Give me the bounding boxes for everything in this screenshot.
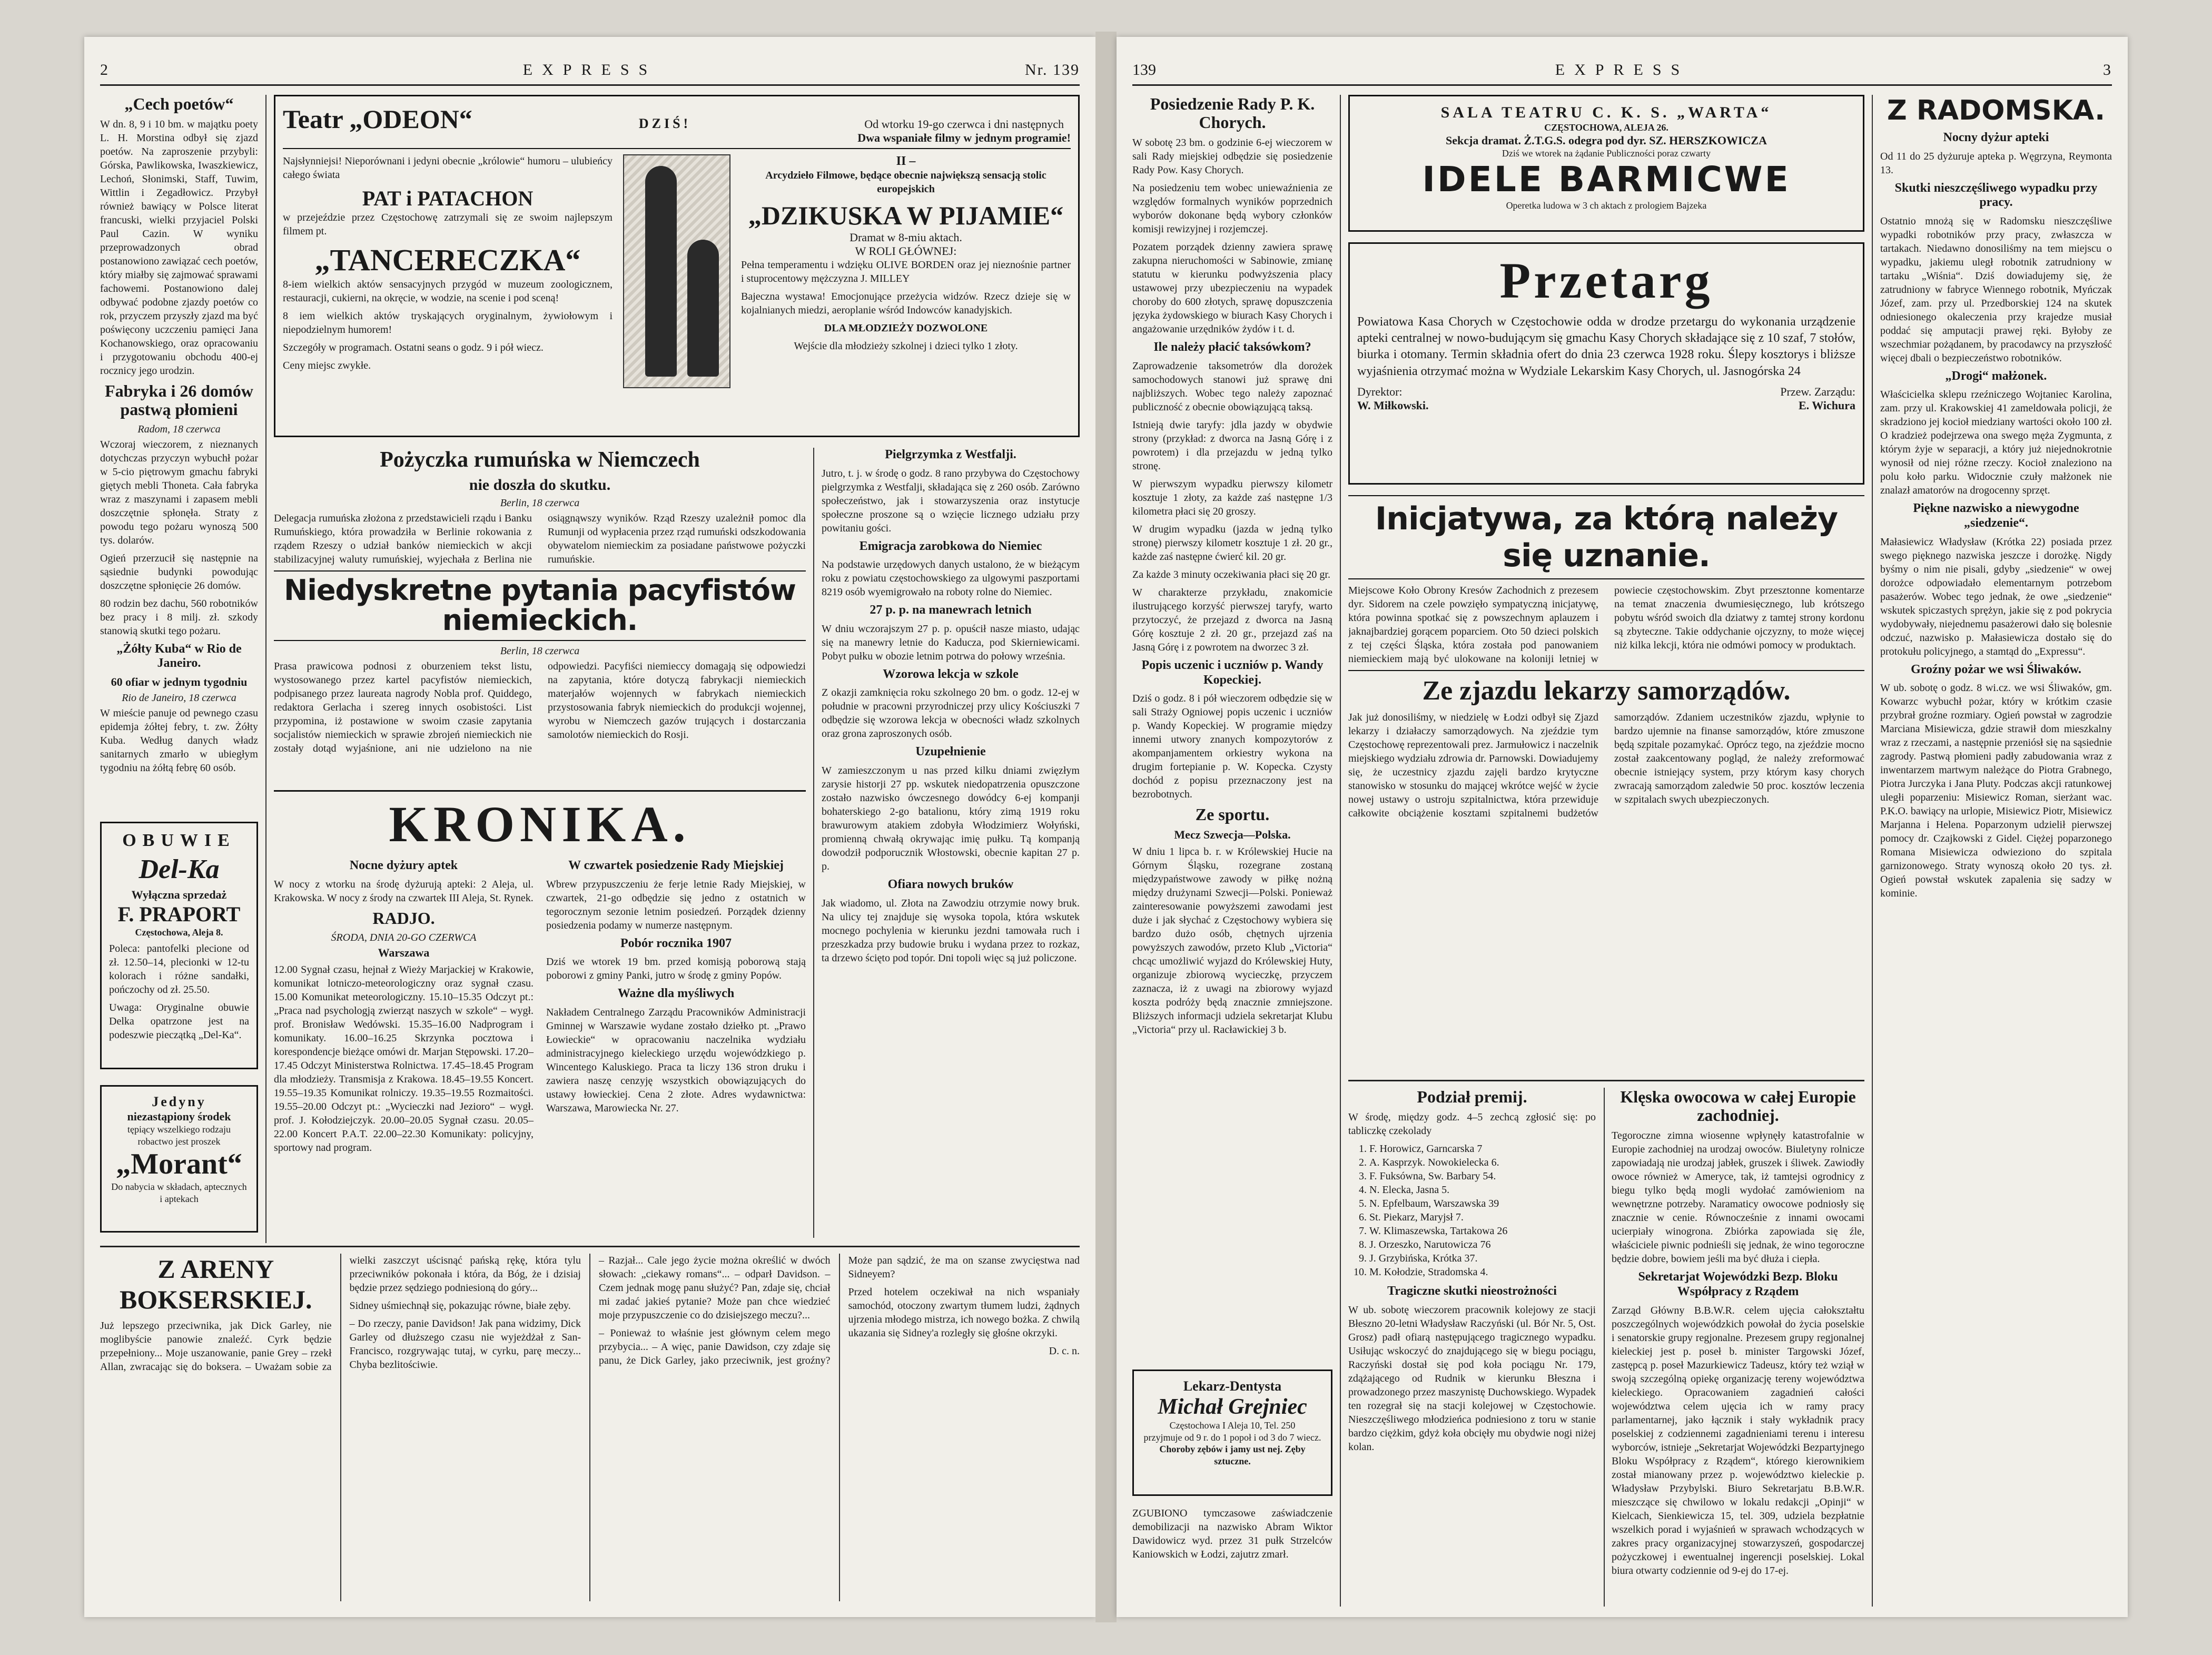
- odeon-notice1: Szczegóły w programach. Ostatni seans o godz. 9 i pół wiecz.: [283, 342, 544, 353]
- taksowki-title: Ile należy płacić taksówkom?: [1153, 340, 1311, 354]
- fabryka-dateline: Radom, 18 czerwca: [137, 423, 221, 435]
- mysliwi-text: Nakładem Centralnego Zarządu Pracowników Administracji Gminnej w Warszawie wydane zostało dziełko pt. „Prawo Łowieckie“ w opracowaniu naczelnika wydziału administracyjnego kieleckiego urzędu wojewódzkiego p. Wincentego Kaluskiego. Praca ta liczy 136 stron druku i zawiera naszę cenzyję wszystkich obowiązujących do ustawy łowieckiej. Cena 2 złote. Adres wydawnictwa: Warszawa, Marowiecka Nr. 27.: [546, 1006, 806, 1114]
- przetarg-right-role: Przew. Zarządu:: [1780, 385, 1855, 398]
- manewry-text: W dniu wczorajszym 27 p. p. opuścił nasze miasto, udając się na manewry letnie do Kaducza, pod Skierniewicami. Pobyt pułku w obozie letnim potrwa do połowy września.: [822, 623, 1080, 662]
- odeon-text3: 8-iem wielkich aktów sensacyjnych przygód w muzeum zoologicznem, restauracji, cukierni, na okręcie, w wodzie, na scenie i pod sceną!: [283, 279, 613, 304]
- obuwie-line1: Wyłączna sprzedaż: [131, 888, 227, 901]
- fabryka-text-1: Wczoraj wieczorem, z nieznanych dotychczas przyczyn wybuchł pożar w 5-cio piętrowym gmachu fabryki giętych mebli Thoneta. Cała fabryka wraz z maszynami i zapasem mebli doszczętnie spłonęła. Straty z powodu tego pożaru wynoszą 500 tys. dolarów.: [100, 438, 258, 546]
- odeon-dzis: DZIŚ!: [638, 116, 692, 131]
- premie-item: 6. St. Piekarz, Maryjsł 7.: [1369, 1210, 1596, 1224]
- page-number-right: 3: [2103, 61, 2112, 78]
- premie-item: 3. F. Fuksówna, Sw. Barbary 54.: [1369, 1169, 1596, 1183]
- kleska-title: Klęska owocowa w całej Europie zachodniej.: [1620, 1088, 1856, 1125]
- odeon-film1: „TANCERECZKA“: [314, 243, 581, 277]
- premie-intro: W środę, między godz. 4–5 zechcą zgłosić się: po tabliczkę czekolady: [1348, 1111, 1596, 1137]
- radomsko-column: [1880, 95, 2112, 1607]
- boks-title: Z ARENY BOKSERSKIEJ.: [120, 1254, 312, 1314]
- morant-ad: [100, 1085, 258, 1233]
- skutki-text: Ostatnio mnożą się w Radomsku nieszczęśliwe wypadki robotników przy pracy, zwłaszcza w tartakach. Niedawno donosiliśmy na tem miejscu o wypadku, jakiemu uległ robotnik zatrudniony w tartaku „Wiśnia“. Dziś dowiadujemy się, że zatrudniony w fabryce Wiennego robotnik, Myńczak Józef, zam. przy ul. Przedborskiej 124 na skutek odniesionego okaleczenia przy krajedze musiał poddać się amputacji prawej ręki. Byłoby ze wszechmiar pożądanem, by pracodawcy na przyszłość więcej dbali o bezpieczeństwo robotników.: [1880, 215, 2112, 364]
- odeon-text7: Bajeczna wystawa! Emocjonujące przeżycia widzów. Rzecz dzieje się w kojalnianych miedzi, aeroplanie wśród Indowców kanadyjskich.: [741, 291, 1071, 316]
- sekretarjat-text: Zarząd Główny B.B.W.R. celem ujęcia całokształtu poszczególnych wojewódzkich powołał do życia poselskie i senatorskie grupy regjonalne. Prezesem grupy regjonalnej kieleckiej jest p. poseł b. minister Targowski Józef, zastępcą p. poseł Mazurkiewicz Tadeusz, który też wziął w swoją szczególną opiekę organizację tereny województwa kieleckiego. Opracowaniem zagadnień całości województwa celem ujęcia ich w ramy pracy parlamentarnej, jako łącznik i stały wykładnik pracy poselskiej z codziennemi zagadnieniami terenu i interesu wyborców, istnieje „Sekretarjat Wojewódzki Bezpartyjnego Bloku Współpracy z Rządem“, którego kierownikiem został mianowany przez p. województwo kieleckie p. Władysław Przybylski. Biuro Sekretarjatu B.B.W.R. mieszczące się chwilowo w lokalu redakcji „Opinji“ w Kielcach, Sienkiewicza 15, tel. 309, udziela bezpłatnie wszelkich porad i wyjaśnień w sprawach wchodzących w zakres pracy organizacyjnej stowarzyszeń, gospodarczej pożyczkowej i ewentualnej ingerencji poselskiej. Lokal biura otwarty codziennie od 9-ej do 17-ej.: [1612, 1304, 1864, 1577]
- odeon-name: Teatr „ODEON“: [283, 104, 472, 134]
- bruki-title: Ofiara nowych bruków: [887, 877, 1014, 891]
- piekne-text: Małasiewicz Władysław (Krótka 22) posiada przez swego pięknego nazwiska jeszcze i dorożkę. Nigdy byśmy o nim nie pisali, gdyby „siedzenie“ w owej dorożce odpowiadało elementarnym potrzebom pasażerów. Wobec tego jednak, że owe „siedzenie“ wskutek spiczastych sprężyn, jakie się z pod pokrycia wydobywały, niejednemu pasażerowi dało się bolesnie odczuć, nazwisko p. Małasiewicza dostało się do protokułu policyjnego, a stamtąd do „Expressu“.: [1880, 536, 2112, 657]
- warta-line2: CZĘSTOCHOWA, ALEJA 26.: [1544, 122, 1668, 133]
- rada-text-2: Na posiedzeniu tem wobec uniewaźnienia ze względów formalnych wyników poprzednich wyborów dokonane będą wybory członków komisji rewizyjnej i rozjemczej.: [1132, 182, 1332, 235]
- issue-number: Nr. 139: [1025, 61, 1080, 78]
- inicjatywa-title: Inicjatywa, za którą należy się uznanie.: [1348, 495, 1864, 579]
- pozyczka-title: Pożyczka rumuńska w Niemczech: [380, 448, 700, 472]
- masthead-right: EXPRESS: [1555, 61, 1690, 78]
- dentysta-ad: [1132, 1370, 1332, 1496]
- odeon-part2: II –: [896, 154, 916, 168]
- zolty-title: „Żółty Kuba“ w Rio de Janeiro.: [116, 642, 242, 671]
- przetarg-text: Powiatowa Kasa Chorych w Częstochowie odda w drodze przetargu do wykonania urządzenie apteki centralnej w nowo-budującym się gmachu Kasy Chorych składające się z 10 szaf, 7 stołów, biurka i otomany. Termin składnia ofert do dnia 23 czerwca 1928 roku. Ślepy kosztorys i bliższe wyjaśnienia otrzymać można w Wydziale Lekarskim Kasy Chorych, ul. Jasnogórska 24: [1357, 315, 1855, 378]
- odeon-program: Dwa wspaniałe filmy w jednym programie!: [857, 131, 1071, 144]
- boks-text-1: Już lepszego przeciwnika, jak Dick Garley, nie moglibyście panowie znaleźć. Cyrk będzie przepełniony... Moje uszanowanie, panie Grey – rzekł Allan, zwracając się do boksera. – Uważam sobie za wielki zaszczyt uścisnąć pańską rękę, która tylu przeciwników pokonała i która, da Bóg, że i dzisiaj będzie przez sędziego podniesioną do góry...: [100, 1255, 581, 1373]
- emigracja-title: Emigracja zarobkowa do Niemiec: [859, 539, 1042, 553]
- niedyskretne-dateline: Berlin, 18 czerwca: [500, 645, 580, 657]
- section-rule: [1348, 1080, 1864, 1081]
- posiedzenie-text: Wbrew przypuszczeniu że ferje letnie Rady Miejskiej, w czwartek, 21-go odbędzie się jedno z ostatnich w tegorocznym sezonie letnim posiedzeń. Porządek dzienny posiedzenia podamy w numerze następnym.: [546, 878, 806, 931]
- left-page: [84, 37, 1095, 1617]
- dyzury-text: W nocy z wtorku na środę dyżurują apteki: 2 Aleja, ul. Krakowska. W nocy z środy na czwartek III Aleja, St. Rynek.: [274, 878, 534, 904]
- cech-title: „Cech poetów“: [124, 95, 234, 113]
- taksowki-text-5: Za każde 3 minuty oczekiwania płaci się 20 gr.: [1132, 568, 1330, 580]
- przetarg-left-name: W. Miłkowski.: [1357, 398, 1429, 412]
- column-rule: [1872, 95, 1873, 1607]
- sport-text: W dniu 1 lipca b. r. w Królewskiej Hucie na Górnym Śląsku, rozegrane zostaną międzypaństwowe zawody w piłkę nożną między drużynami Szwecji—Polski. Ponieważ zainteresowanie powyższemi zawodami jest duże i jak słychać z Częstochowy wybiera się bardzo dużo osób, chętnych ujrzenia powyższych zawodów, przeto Klub „Victoria“ chcąc umożliwić wyjazd do Królewskiej Huty, organizuje zbiorową wycieczkę, przyczem zaznacza, iż z uwagi na zbiorowy wyjazd koszta podróży będą znacznie zmniejszone. Bliższych informacji udziela sekretarjat Klubu „Victoria“ przy ul. Racławickiej 3 b.: [1132, 846, 1332, 1036]
- pozyczka-article: [274, 448, 806, 785]
- fabryka-title: Fabryka i 26 domów pastwą płomieni: [105, 381, 253, 419]
- taksowki-text-4: W drugim wypadku (jazda w jedną tylko stronę) pierwszy kilometr kosztuje 1 zł. 20 gr., każde zaś następne ćwierć kil. 20 gr.: [1132, 523, 1332, 563]
- premie-section: [1348, 1088, 1596, 1609]
- warta-ad: [1348, 95, 1864, 232]
- odeon-notice2: Ceny miejsc zwykłe.: [283, 360, 371, 371]
- boks-feuilleton: [100, 1254, 1080, 1607]
- odeon-notice4: Wejście dla młodzieży szkolnej i dzieci tylko 1 złoty.: [794, 340, 1018, 352]
- dentysta-name: Michał Grejniec: [1158, 1395, 1307, 1419]
- radio-station: Warszawa: [378, 945, 430, 959]
- premie-item: 2. A. Kasprzyk. Nowokielecka 6.: [1369, 1156, 1596, 1169]
- boks-text-5: – Ponieważ to właśnie jest głównym celem mego przybycia... – A więc, panie Dawidson, czy zdaje się panu, że Dick Garley, jako przeciwnik, jest groźny? Może pan sądzić, że ma on szanse zwycięstwa nad Sidneyem?: [599, 1255, 1080, 1366]
- inicjatywa-section: [1348, 495, 1864, 1075]
- niedyskretne-text: Prasa prawicowa podnosi z oburzeniem tekst listu, wystosowanego przez kartel pacyfistów niemieckich, podpisanego przez laureata nagrody Nobla prof. Quiddego, redaktora Gerlacha i szereg innych osobistości. List przypomina, iż postawione w swoim czasie zapytania socjalistów niemieckich w sprawie zbrojeń niemieckich nie zostały dotąd wyjaśnione, ani nie udzielono na nie odpowiedzi. Pacyfiści niemieccy domagają się odpowiedzi na zapytania, które dotyczą fabrykacji niemieckich materjałów wojennych w fabrykach niemieckich przystosowania fabryk niemieckich do produkcji wojennej, wyrobu w Niemczech gazów trujących i dostarczania samolotów niemieckich do Rosji.: [274, 660, 806, 754]
- odeon-illustration: [623, 154, 730, 388]
- obuwie-name: F. PRAPORT: [117, 902, 241, 926]
- niedyskretne-title: Niedyskretne pytania pacyfistów niemieckich.: [274, 570, 806, 641]
- przetarg-left-role: Dyrektor:: [1357, 385, 1403, 398]
- column-1: [100, 95, 258, 938]
- obuwie-brand: Del-Ka: [139, 854, 220, 884]
- odeon-text2: w przejeździe przez Częstochowę zatrzymali się ze swoim najlepszym filmem pt.: [283, 212, 613, 237]
- obuwie-note1: Poleca: pantofelki plecione od zł. 12.50–14, plecionki w 12-tu kolorach i różne sandałki, pończochy od zł. 25.50.: [109, 942, 249, 996]
- column-rule: [265, 95, 266, 1243]
- tragiczne-title: Tragiczne skutki nieostrożności: [1387, 1284, 1557, 1298]
- kronika-section: [274, 790, 806, 1238]
- warta-line4: Dziś we wtorek na żądanie Publiczności poraz czwarty: [1502, 147, 1711, 159]
- pobor-title: Pobór rocznika 1907: [620, 936, 732, 950]
- dentysta-line1: Lekarz-Dentysta: [1183, 1378, 1282, 1394]
- page-number: 2: [100, 61, 108, 78]
- drogi-text: Właścicielka sklepu rzeźniczego Wojtaniec Karolina, zam. przy ul. Krakowskiej 41 zameldowała policji, że skradziono jej kocioł miedziany wartości około 100 zł. O kradzież podejrzewa ona swego męża Zygmunta, z którym żyje w separacji, a który już niejednokrotnie wynosił od niej różne rzeczy. Kocioł znaleziono na polu koło parku. Widocznie czuły małżonek nie znalazł amatorów na drogocenny sprzęt.: [1880, 389, 2112, 497]
- boks-text-2: Sidney uśmiechnął się, pokazując równe, białe zęby.: [349, 1300, 571, 1312]
- zolty-subtitle: 60 ofiar w jednym tygodniu: [111, 675, 248, 688]
- pobor-text: Dziś we wtorek 19 bm. przed komisją poborową stają poborowi z gminy Panki, jutro w środę z gminy Popów.: [546, 956, 806, 982]
- premie-title: Podział premij.: [1417, 1088, 1527, 1106]
- radio-program: 12.00 Sygnał czasu, hejnał z Wieży Marjackiej w Krakowie, komunikat lotniczo-meteorologiczny oraz sygnał czasu. 15.00 Komunikat meteorologiczny. 15.10–15.35 Odczyt pt.: „Praca nad psychologją zwierząt naszych w szkole“ – wygł. prof. Bronisław Wedówski. 15.35–16.00 Nadprogram i komunikaty. 16.00–16.25 Skrzynka pocztowa i korespondencje bieżące omówi dr. Marjan Stępowski. 17.20–17.45 Odczyt Ministerstwa Rolnictwa. 17.45–18.45 Program dla młodzieży. Transmisja z Krakowa. 18.45–19.55 Koncert. 19.55–19.35 Komunikat rolniczy. 19.35–19.55 Rozmaitości. 19.55–20.00 Odczyt pt.: „Wycieczki nad Jezioro“ – wygł. prof. J. Kołodziejczyk. 20.00–20.05 Sygnał czasu. 20.05–22.00 Koncert P.A.T. 22.00–22.30 Komunikaty: policyjny, sportowy nad program.: [274, 963, 534, 1154]
- boks-text-6: Przed hotelem oczekiwał na nich wspaniały samochód, otoczony zwartym tłumem ludzi, żądnych ujrzenia młodego mistrza, ich nowego bożka. Z chwilą ukazania się Sidney'a rozległy się głośne okrzyki.: [848, 1286, 1080, 1339]
- morant-line1: Jedyny: [152, 1094, 206, 1109]
- taksowki-text-1: Zaprowadzenie taksometrów dla dorożek samochodowych stanowi już sprawę dni najbliższych. Wobec tego należy zapoznać publiczność z obecnie obowiązującą taksą.: [1132, 360, 1332, 413]
- premie-item: 8. J. Orzeszko, Narutowicza 76: [1369, 1238, 1596, 1252]
- odeon-notice3: DLA MŁODZIEŻY DOZWOLONE: [824, 322, 988, 334]
- issue-number-right: 139: [1132, 61, 1156, 78]
- fabryka-text-3: 80 rodzin bez dachu, 560 robotników bez pracy i 8 milj. zł. szkody stanowią skutki tego pożaru.: [100, 597, 258, 637]
- kronika-title: KRONIKA.: [274, 790, 806, 853]
- pielgrzymka-title: Pielgrzymka z Westfalji.: [885, 448, 1016, 461]
- warta-line5: Operetka ludowa w 3 ch aktach z prologiem Bajzeka: [1506, 200, 1707, 211]
- wzorowa-title: Wzorowa lekcja w szkole: [883, 667, 1019, 681]
- rada-text-3: Pozatem porządek dzienny zawiera sprawę zakupna nieruchomości w Sabinowie, zmianę statutu w kierunku podwyższenia placy ustawowej przy ubezpieczeniu na wypadek choroby do 600 złotych, sprawę dopuszczenia języka żydowskiego w biurach Kasy Chorych i angażowanie urzędników żydów i t. d.: [1132, 241, 1332, 336]
- sekretarjat-title: Sekretarjat Wojewódzki Bezp. Bloku Współpracy z Rządem: [1638, 1270, 1838, 1298]
- morant-line3: tępiący wszelkiego rodzaju robactwo jest proszek: [127, 1124, 231, 1147]
- kopecki-text: Dziś o godz. 8 i pół wieczorem odbędzie się w sali Straży Ogniowej popis uczenic i uczniów p. Wandy Kopeckiej. W programie między innemi utwory znanych kompozytorów z akompanjamentem orkiestry wykona na drugim fortepianie p. W. Kopecka. Czysty dochód z popisu przeznaczony jest na bezrobotnych.: [1132, 693, 1332, 801]
- odeon-genre: Dramat w 8-miu aktach.: [850, 231, 962, 244]
- pozyczka-subtitle: nie doszła do skutku.: [469, 476, 611, 494]
- przetarg-notice: [1348, 242, 1864, 485]
- boks-signature: D. c. n.: [1049, 1345, 1080, 1357]
- radio-title: RADJO.: [372, 908, 435, 928]
- dentysta-line3: przyjmuje od 9 r. do 1 popoł i od 3 do 7 wiecz.: [1143, 1432, 1321, 1443]
- radomska-title: Z RADOMSKA.: [1887, 95, 2105, 126]
- pozar-text: W ub. sobotę o godz. 8 wi.cz. we wsi Śliwaków, gm. Kowarzc wybuchł pożar, który w krótkim czasie przybrał groźne rozmiary. Ogień powstał w zagrodzie Marciana Misiewicza, gdzie strawił dom mieszkalny wraz z rzeczami, a następnie przeniósł się na sąsiednie zagrody. Pastwą płomieni padły zabudowania wraz z inwentarzem martwym należące do Piotra Grabnego, Piotra Jurczyka i Jana Pluty. Podczas akcji ratunkowej uległi poparzeniu: Misiewicz Roman, sierżant wac. P.K.O. bawiący na urlopie, Misiewicz Piotr, Misiewicz Marjanna i Helena. Poparzonym udzielił pierwszej pomocy dr. Czajkowski z Gidel. Ciężej poparzonego Romana Misiewicza odwieziono do szpitala garnizonowego. Straty wynoszą około 20 tys. zł. Ogień powstał wskutek zapalenia się sadzy w kominie.: [1880, 682, 2112, 900]
- radomska-dyzur-text: Od 11 do 25 dyżuruje apteka p. Węgrzyna, Reymonta 13.: [1880, 150, 2112, 176]
- obuwie-ad: [100, 822, 258, 1069]
- przetarg-right-name: E. Wichura: [1799, 398, 1855, 412]
- premie-item: 7. W. Klimaszewska, Tartakowa 26: [1369, 1224, 1596, 1238]
- obuwie-heading: OBUWIE: [122, 831, 236, 850]
- radomska-dyzur-title: Nocny dyżur apteki: [1943, 131, 2049, 144]
- odeon-text5: Arcydzieło Filmowe, będące obecnie największą sensacją stolic europejskich: [765, 170, 1046, 195]
- premie-item: 4. N. Elecka, Jasna 5.: [1369, 1183, 1596, 1197]
- kopecki-title: Popis uczenic i uczniów p. Wandy Kopeckiej.: [1141, 658, 1324, 687]
- page-gutter: [1095, 32, 1117, 1622]
- radio-date: ŚRODA, DNIA 20-GO CZERWCA: [331, 931, 477, 943]
- boks-text-3: – Do rzeczy, panie Davidson! Jak pana widzimy, Dick Garley od dłuższego czasu nie wyjeżdżał z San-Francisco, rozgrywając tutaj, w cyrku, parę meczy... Chyba bezlitościwie.: [349, 1318, 581, 1371]
- mysliwi-title: Ważne dla myśliwych: [617, 987, 735, 1001]
- left-running-head: [100, 58, 1080, 86]
- premie-list: [1369, 1142, 1596, 1279]
- kleska-section: [1612, 1088, 1864, 1609]
- warta-line3: Sekcja dramat. Ż.T.G.S. odegra pod dyr. SZ. HERSZKOWICZA: [1446, 133, 1767, 147]
- morant-line2: niezastąpiony środek: [127, 1110, 231, 1123]
- premie-item: 5. N. Epfelbaum, Warszawska 39: [1369, 1197, 1596, 1210]
- right-page: [1117, 37, 2128, 1617]
- rada-text-1: W sobotę 23 bm. o godzinie 6-ej wieczorem w sali Rady miejskiej odbędzie się posiedzenie Rady Pow. Kasy Chorych.: [1132, 137, 1332, 176]
- cech-text: W dn. 8, 9 i 10 bm. w majątku poety L. H. Morstina odbył się zjazd poetów. Na zaproszenie przybyli: Górska, Pawlikowska, Iwaszkiewicz, Lechoń, Słonimski, Staff, Tuwim, Wittlin i Zegadłowicz. Przybył również bawiący w Polsce literat francuski, wielki przyjaciel Polski Paul Cazin. W wyniku przeprowadzonych obrad postanowiono zawiązać cech poetów, który miałby się zajmować sprawami fachowemi. Postanowiono dalej odbywać podobne zjazdy poetów co rok, przyczem przyszły zjazd ma być poświęcony uczczeniu pamięci Jana Kochanowskiego, oraz opracowaniu i przygotowaniu obchodu 400-ej rocznicy jego urodzin.: [100, 119, 258, 377]
- odeon-text1: Najsłynniejsi! Nieporównani i jedyni obecnie „królowie“ humoru – ulubieńcy całego świata: [283, 155, 613, 181]
- boks-text-4: – Razjał... Cale jego życie można określić w dwóch słowach: „ciekawy romans“... – odparł Davidson. – Czem jednak mogę panu służyć? Pan, zdaje się, chciał mi zadać jakieś pytanie? Może pan chce wiedzieć moje przypuszczenie co do dzisiejszego meczu?...: [599, 1255, 831, 1321]
- lekarze-text: Jak już donosiliśmy, w niedzielę w Łodzi odbył się Zjazd lekarzy i działaczy samorządowych. Na zjeździe tym Częstochowę reprezentowali prez. Jarmułowicz i naczelnik miejskiego wydziału zdrowia dr. Parnowski. Dowiadujemy się, że uczestnicy zjazdu zajęli bardzo krytyczne stanowisko w stosunku do mającej wkrótce wejść w życie nowej ustawy o ustroju szpitalnictwa, która przewiduje całkowite obciążenie kosztami szpitalnemi budżetów samorządów. Zdaniem uczestników zjazdu, wpłynie to bardzo ujemnie na finanse samorządów, które zmuszone będą szpitale pozamykać. Oprócz tego, na zjeździe mocno został zaakcentowany pogląd, że należy zreformować obecnie istniejący system, przy którym kasy chorych zwracają samorządom zaledwie 50 proc. kosztów leczenia w szpitalach swych ubezpieczonych.: [1348, 712, 1864, 819]
- pozar-title: Groźny pożar we wsi Śliwaków.: [1911, 662, 2081, 676]
- warta-title: IDELE BARMICWE: [1422, 159, 1791, 200]
- column-4: [822, 448, 1080, 1243]
- premie-item: 1. F. Horowicz, Garncarska 7: [1369, 1142, 1596, 1156]
- przetarg-title: Przetarg: [1499, 252, 1713, 309]
- odeon-roles: W ROLI GŁÓWNEJ:: [855, 244, 957, 258]
- manewry-title: 27 p. p. na manewrach letnich: [870, 603, 1032, 617]
- tragiczne-text: W ub. sobotę wieczorem pracownik kolejowy ze stacji Błeszno 20-letni Władysław Raczyński (ul. Bór Nr. 5, Ost. Grosz) padł ofiarą następującego tragicznego wypadku. Usiłując wskoczyć do znajdującego się w biegu pociągu, Raczyński dostał się pod koła pociągu Nr. 179, zdążającego od Rudnik w kierunku Błeszna i prowadzonego przez maszynistę Duchowskiego. Wypadek ten rozegrał się na stacji kolejowej w Częstochowie. Nieszczęśliwego młodzieńca podniesiono z toru w stanie bardzo ciężkim, gdyż koła obcięły mu obydwie nogi niżej kolan.: [1348, 1304, 1596, 1453]
- piekne-title: Piękne nazwisko a niewygodne „siedzenie“.: [1913, 501, 2079, 530]
- odeon-text6: Pełna temperamentu i wdzięku OLIVE BORDEN oraz jej nieznośnie partner i stuprocentowy mężczyzna J. MILLEY: [741, 259, 1071, 284]
- inicjatywa-text: Miejscowe Koło Obrony Kresów Zachodnich z prezesem dyr. Sidorem na czele powzięło sympatyczną inicjatywę, która powinna spotkać się z powszechnym aplauzem i jaknajbardziej gorącem poparciem. Oto 50 dzieci polskich z tej części Śląska, która została pod panowaniem niemieckiem mają być ulokowane na koloniji letniej w powiecie częstochowskim. Zbyt przesztonne komentarze na temat znaczenia dwumiesięcznego, lub krótszego pobytu wśród swoich dla dziatwy z tamtej strony kordonu są zbyteczne. Takie oddychanie ojczyzny, to może więcej niż kilka lekcji, która nie odmówi pomocy w produktach.: [1348, 585, 1864, 665]
- uzupelnienie-text: W zamieszczonym u nas przed kilku dniami zwięzłym zarysie historji 27 pp. wskutek niedopatrzenia opuszczone zostało nazwisko ówczesnego dowódcy 6-ej kompanji bohaterskiego 2-go batalionu, który zimą 1919 roku brawurowym atakiem zdobyła Włodzimierz Wołyński, promienną chwałą okrywając imię pułku. Tą kompanją dowodził podporucznik Włostowski, obecnie kapitan 27 p. p.: [822, 764, 1080, 872]
- pozyczka-text: Delegacja rumuńska złożona z przedstawicieli rządu i Banku Rumuńskiego, która prowadziła w Berlinie rokowania z rządem Rzeszy o udział banków niemieckich w akcji stabilizacyjnej waluty rumuńskiej, wyjechała z Berlina nie osiągnąwszy wyników. Rząd Rzeszy uzależnił pomoc dla Rumunji od wypłacenia przez rząd rumuński odszkodowania obywatelom niemieckim za posiadane państwowe pożyczki rumuńskie.: [274, 513, 806, 566]
- morant-line4: Do nabycia w składach, aptecznych i aptekach: [111, 1181, 247, 1204]
- pozyczka-dateline: Berlin, 18 czerwca: [500, 497, 580, 509]
- sport-title: Ze sportu.: [1195, 805, 1270, 824]
- zolty-text: W mieście panuje od pewnego czasu epidemja żółtej febry, t. zw. Żółty Kuba. Według danych władz sanitarnych zmarło w ubiegłym tygodniu na żółtą febrę 60 osób.: [100, 707, 258, 774]
- premie-item: 10. M. Kołodzie, Stradomska 4.: [1369, 1265, 1596, 1279]
- warta-line1: SALA TEATRU C. K. S. „WARTA“: [1440, 104, 1772, 121]
- section-rule: [100, 1246, 1080, 1247]
- morant-name: „Morant“: [116, 1148, 242, 1180]
- taksowki-text-2: Istnieją dwie taryfy: jdla jazdy w obydwie strony (przykład: z dworca na Jasną Górę i z powrotem) i dla przejazdu w jedną tylko stronę.: [1132, 419, 1332, 472]
- zgubiono-text: ZGUBIONO tymczasowe zaświadczenie demobilizacji na nazwisko Abram Wiktor Dawidowicz wyd. przez 31 pułk Strzelców Kaniowskich w Łodzi, zajutrz zmarł.: [1132, 1508, 1332, 1560]
- obuwie-address: Częstochowa, Aleja 8.: [135, 927, 223, 938]
- taksowki-text-6: W charakterze przykładu, znakomicie ilustrującego korzyść pierwszej taryfy, warto przytoczyć, że przejazd z dworca na Jasną Górę kosztuje 2 zł. 20 gr., przejazd zaś na Jasną Górę i z powrotem na dworzec 3 zł.: [1132, 586, 1332, 653]
- uzupelnienie-title: Uzupełnienie: [915, 745, 986, 759]
- masthead: EXPRESS: [522, 61, 657, 78]
- odeon-dates: Od wtorku 19-go czerwca i dni następnych: [864, 117, 1064, 131]
- premie-item: 9. J. Grzybińska, Krótka 37.: [1369, 1252, 1596, 1265]
- right-column-1: [1132, 95, 1332, 1359]
- odeon-stars: PAT i PATACHON: [362, 186, 534, 210]
- pielgrzymka-text: Jutro, t. j. w środę o godz. 8 rano przybywa do Częstochowy pielgrzymka z Westfalji, składająca się z 260 osób. Zarówno społeczeństwo, jak i stowarzyszenia oraz instytucje społeczne proszone są o wzięcie licznego udziału przy powitaniu gości.: [822, 467, 1080, 534]
- odeon-ad: [274, 95, 1080, 437]
- lekarze-title: Ze zjazdu lekarzy samorządów.: [1348, 670, 1864, 706]
- dentysta-line4: Choroby zębów i jamy ust nej. Zęby sztuczne.: [1159, 1444, 1306, 1466]
- odeon-text4: 8 iem wielkich aktów tryskających oryginalnym, żywiołowym i niepodzielnym humorem!: [283, 310, 613, 336]
- column-rule: [1604, 1088, 1605, 1607]
- posiedzenie-title: W czwartek posiedzenie Rady Miejskiej: [568, 859, 784, 872]
- drogi-title: „Drogi“ małżonek.: [1945, 369, 2047, 383]
- column-rule: [1340, 95, 1341, 1607]
- fabryka-text-2: Ogień przerzucił się następnie na sąsiednie budynki powodując doszczętne spłonięcie 26 domów.: [100, 552, 258, 592]
- kleska-text: Tegoroczne zimna wiosenne wpłynęły katastrofalnie w Europie zachodniej na urodzaj owoców. Biuletyny rolnicze zapowiadają nie urodzaj jabłek, gruszek i śliwek. Zawiodły owoce również w Ameryce, tak, iż tamtejsi ogrodnicy z biegu tylko będą mogli wydołać zamówieniom na wewnętrzne potrzeby. Naramaticy owocowe podniosły się znacznie w cenie. Równocześnie z innami owocami ucierpiały winogrona. Zbiórka zapowiada się źle, właściciele piwnic podnieśli się jednak, że wino tegoroczne będzie dobre, bowiem jeśli ma być dłuża i ciepła.: [1612, 1130, 1864, 1265]
- right-running-head: [1132, 58, 2112, 86]
- emigracja-text: Na podstawie urzędowych danych ustalono, że w bieżącym roku z powiatu częstochowskiego za ulgowymi paszportami 8219 osób wyemigrowało na roboty rolne do Niemiec.: [822, 559, 1080, 598]
- zgubiono-notice: [1132, 1506, 1332, 1607]
- skutki-title: Skutki nieszczęśliwego wypadku przy pracy.: [1894, 181, 2098, 210]
- wzorowa-text: Z okazji zamknięcia roku szkolnego 20 bm. o godz. 12-ej w południe w pracowni przyrodniczej przy ulicy Kościuszki 7 odbędzie się wzorowa lekcja w obecności władz szkolnych oraz grona zaproszonych osób.: [822, 687, 1080, 740]
- bruki-text: Jak wiadomo, ul. Złota na Zawodziu otrzymie nowy bruk. Na ulicy tej znajduje się wysoka topola, która wskutek mocnego pochylenia w kierunku jezdni tamowała ruch i przeszkadza przy budowie bruku i wydana przez to rozkaz, ta drzewo ścięto pod topór. Dni topoli więc są już policzone.: [822, 897, 1080, 964]
- rada-title: Posiedzenie Rady P. K. Chorych.: [1150, 95, 1315, 132]
- zolty-dateline: Rio de Janeiro, 18 czerwca: [122, 692, 236, 704]
- taksowki-text-3: W pierwszym wypadku pierwszy kilometr kosztuje 1 złoty, za każde zaś następne 1/3 kilometra płaci się 20 groszy.: [1132, 478, 1332, 517]
- obuwie-note2: Uwaga: Oryginalne obuwie Delka opatrzone jest na podeszwie pieczątką „Del-Ka“.: [109, 1001, 249, 1041]
- column-rule: [813, 448, 814, 1238]
- sport-subtitle: Mecz Szwecja—Polska.: [1174, 828, 1291, 842]
- odeon-film2: „DZIKUSKA W PIJAMIE“: [748, 201, 1064, 230]
- dyzury-title: Nocne dyżury aptek: [349, 859, 458, 872]
- dentysta-line2: Częstochowa I Aleja 10, Tel. 250: [1169, 1420, 1296, 1431]
